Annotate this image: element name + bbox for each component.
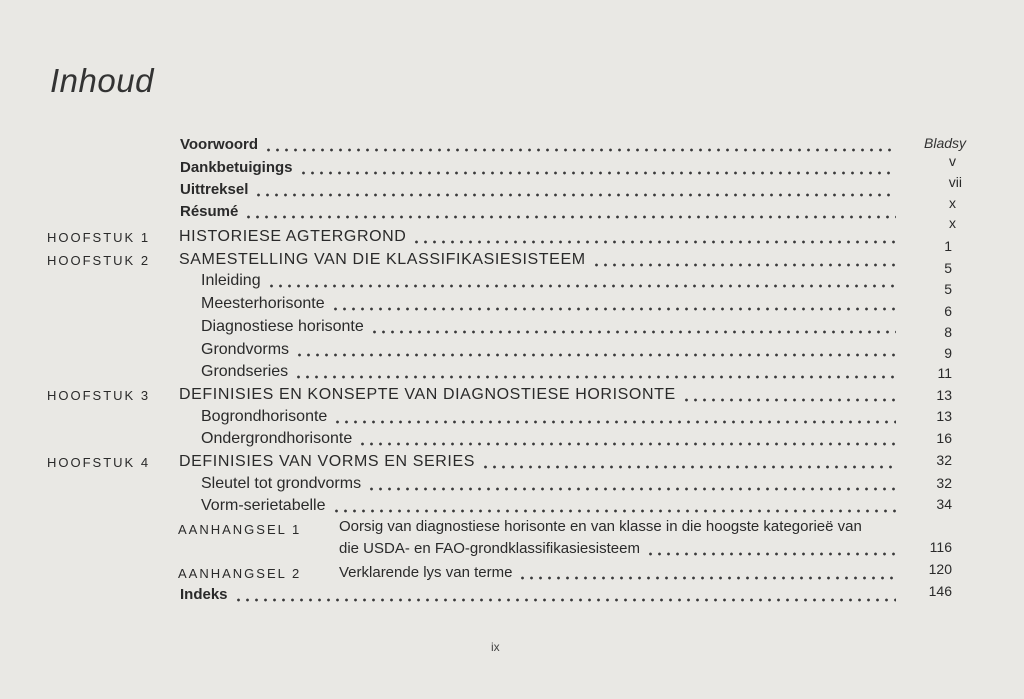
toc-entry-title: Grondseries <box>201 363 896 383</box>
toc-entry <box>0 228 1024 254</box>
leader-dots <box>592 255 896 267</box>
leader-dots <box>299 163 896 175</box>
toc-entry <box>0 475 1024 497</box>
toc-entry-title: Sleutel tot grondvorms <box>201 475 896 495</box>
toc-entry <box>0 295 1024 317</box>
toc-entry-title: DEFINISIES VAN VORMS EN SERIES <box>179 453 896 473</box>
leader-dots <box>481 457 896 469</box>
leader-dots <box>254 185 896 197</box>
toc-page-number: x <box>949 215 956 231</box>
leader-dots <box>294 367 896 379</box>
page-title: Inhoud <box>50 62 154 99</box>
toc-page-number: x <box>949 195 956 211</box>
toc-entry <box>0 272 1024 297</box>
toc-entry-title: Uittreksel <box>180 181 896 201</box>
toc-entry-title: Grondvorms <box>201 341 896 361</box>
toc-entry-title: Inleiding <box>201 272 896 292</box>
footer-page-number: ix <box>491 640 500 654</box>
leader-dots <box>412 232 896 244</box>
toc-page-number: 13 <box>936 387 952 403</box>
toc-entry <box>0 430 1024 452</box>
toc-page-number: 16 <box>936 430 952 446</box>
toc-entry-title: Verklarende lys van terme <box>339 564 896 584</box>
toc-entry-title: Ondergrondhorisonte <box>201 430 896 450</box>
toc-page-number: 6 <box>944 303 952 319</box>
toc-entry-title: Dankbetuigings <box>180 159 896 179</box>
toc-entry-title: die USDA- en FAO-grondklassifikasiesisteem <box>339 540 896 560</box>
leader-dots <box>267 276 896 288</box>
leader-dots <box>244 207 896 219</box>
toc-entry <box>0 181 1024 211</box>
appendix-label: AANHANGSEL 2 <box>178 566 302 581</box>
toc-page-number: 13 <box>936 408 952 424</box>
leader-dots <box>370 322 896 334</box>
chapter-label: HOOFSTUK 4 <box>47 455 151 470</box>
chapter-label: HOOFSTUK 2 <box>47 253 151 268</box>
toc-entry <box>0 583 1024 608</box>
toc-entry-title-line1: Oorsig van diagnostiese horisonte en van klasse in die hoogste kategorieë van <box>339 518 862 535</box>
toc-entry-title: Résumé <box>180 203 896 223</box>
toc-page-number: 34 <box>936 496 952 512</box>
toc-entry-title: Diagnostiese horisonte <box>201 318 896 338</box>
leader-dots <box>264 140 896 152</box>
toc-entry-title: Indeks <box>180 586 896 606</box>
toc-entry <box>0 341 1024 363</box>
chapter-label: HOOFSTUK 1 <box>47 230 151 245</box>
leader-dots <box>367 479 896 491</box>
toc-page-number: vii <box>948 174 962 190</box>
toc-entry-title: SAMESTELLING VAN DIE KLASSIFIKASIESISTEEM <box>179 251 896 271</box>
toc-page-number: v <box>949 153 956 169</box>
toc-entry-title: Meesterhorisonte <box>201 295 896 315</box>
toc-page-number: 5 <box>944 260 952 276</box>
toc-entry-title: Vorm-serietabelle <box>201 497 896 517</box>
toc-page-number: 9 <box>944 345 952 361</box>
toc-page-number: 32 <box>936 475 952 491</box>
chapter-label: HOOFSTUK 3 <box>47 388 151 403</box>
appendix-label: AANHANGSEL 1 <box>178 522 302 537</box>
toc-entry <box>0 408 1024 430</box>
toc-entry <box>0 318 1024 340</box>
leader-dots <box>682 390 896 402</box>
leader-dots <box>518 568 896 580</box>
leader-dots <box>295 345 896 357</box>
toc-entry <box>0 561 1024 586</box>
toc-entry <box>0 363 1024 385</box>
toc-entry <box>0 497 1024 519</box>
toc-entry <box>0 203 1024 231</box>
toc-entry <box>0 453 1024 475</box>
leader-dots <box>358 434 896 446</box>
leader-dots <box>234 590 896 602</box>
leader-dots <box>331 299 896 311</box>
leader-dots <box>332 501 897 513</box>
toc-entry-title: DEFINISIES EN KONSEPTE VAN DIAGNOSTIESE HORISONTE <box>179 386 896 406</box>
toc-entry-title: Bogrondhorisonte <box>201 408 896 428</box>
leader-dots <box>646 544 896 556</box>
toc-entry <box>0 518 1024 564</box>
toc-page-number: 116 <box>929 539 952 555</box>
toc-entry <box>0 386 1024 408</box>
toc-page-number: 120 <box>928 561 952 577</box>
toc-entry-title: Voorwoord <box>180 136 896 156</box>
toc-page-number: 32 <box>936 452 952 468</box>
toc-page-number: 5 <box>944 281 952 297</box>
toc-page-number: 1 <box>944 238 952 254</box>
toc-page-number: 146 <box>928 583 952 599</box>
toc-page-number: 8 <box>944 324 952 340</box>
page-column-label: Bladsy <box>924 135 967 151</box>
toc-page-number: 11 <box>937 365 952 381</box>
leader-dots <box>333 412 896 424</box>
toc-entry <box>0 251 1024 276</box>
toc-entry-title: HISTORIESE AGTERGROND <box>179 228 896 248</box>
